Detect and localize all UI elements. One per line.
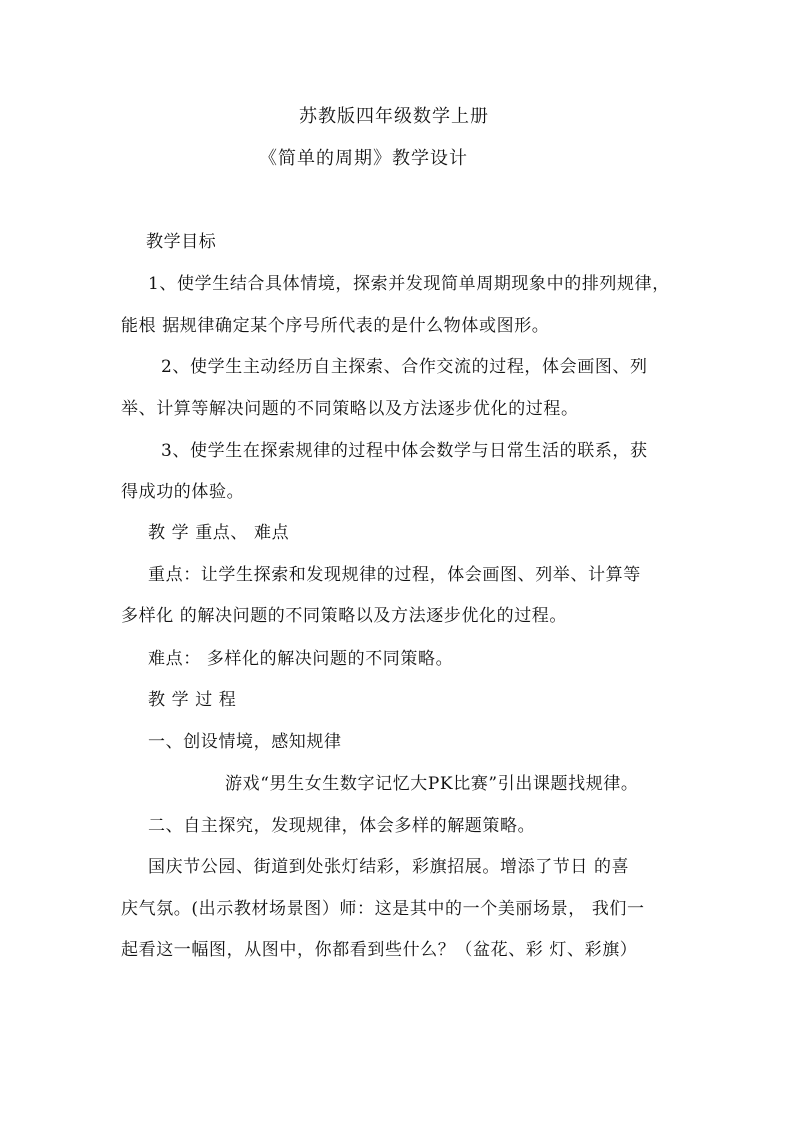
document-subtitle: 《简单的周期》教学设计 [259,148,468,169]
heading-objectives: 教学目标 [146,232,217,252]
heading-process: 教 学 过 程 [148,690,237,710]
objective-1-line-1: 1、使学生结合具体情境，探索并发现简单周期现象中的排列规律， [148,274,670,294]
section-2-heading: 二、自主探究，发现规律，体会多样的解题策略。 [148,816,536,836]
objective-3-line-2: 得成功的体验。 [121,482,245,502]
section-1-heading: 一、创设情境，感知规律 [148,732,342,752]
key-point-line-2: 多样化 的解决问题的不同策略以及方法逐步优化的过程。 [121,606,568,626]
objective-1-line-2: 能根 据规律确定某个序号所代表的是什么物体或图形。 [121,316,550,336]
paragraph-line-3: 起看这一幅图，从图中，你都看到些什么？（盆花、彩 灯、彩旗） [121,940,638,960]
objective-2-line-1: 2、使学生主动经历自主探索、合作交流的过程，体会画图、列 [161,357,648,377]
heading-key-points: 教 学 重点、 难点 [148,523,290,543]
paragraph-line-1: 国庆节公园、街道到处张灯结彩，彩旗招展。增添了节日 的喜 [148,857,630,877]
difficulty-line: 难点： 多样化的解决问题的不同策略。 [148,649,454,669]
key-point-line-1: 重点：让学生探索和发现规律的过程，体会画图、列举、计算等 [148,565,641,585]
document-title: 苏教版四年级数学上册 [299,106,489,127]
section-1-text: 游戏“男生女生数字记忆大PK比赛”引出课题找规律。 [225,774,639,794]
objective-3-line-1: 3、使学生在探索规律的过程中体会数学与日常生活的联系，获 [161,441,648,461]
paragraph-line-2: 庆气氛。(出示教材场景图）师：这是其中的一个美丽场景， 我们一 [121,899,645,919]
objective-2-line-2: 举、计算等解决问题的不同策略以及方法逐步优化的过程。 [121,399,579,419]
